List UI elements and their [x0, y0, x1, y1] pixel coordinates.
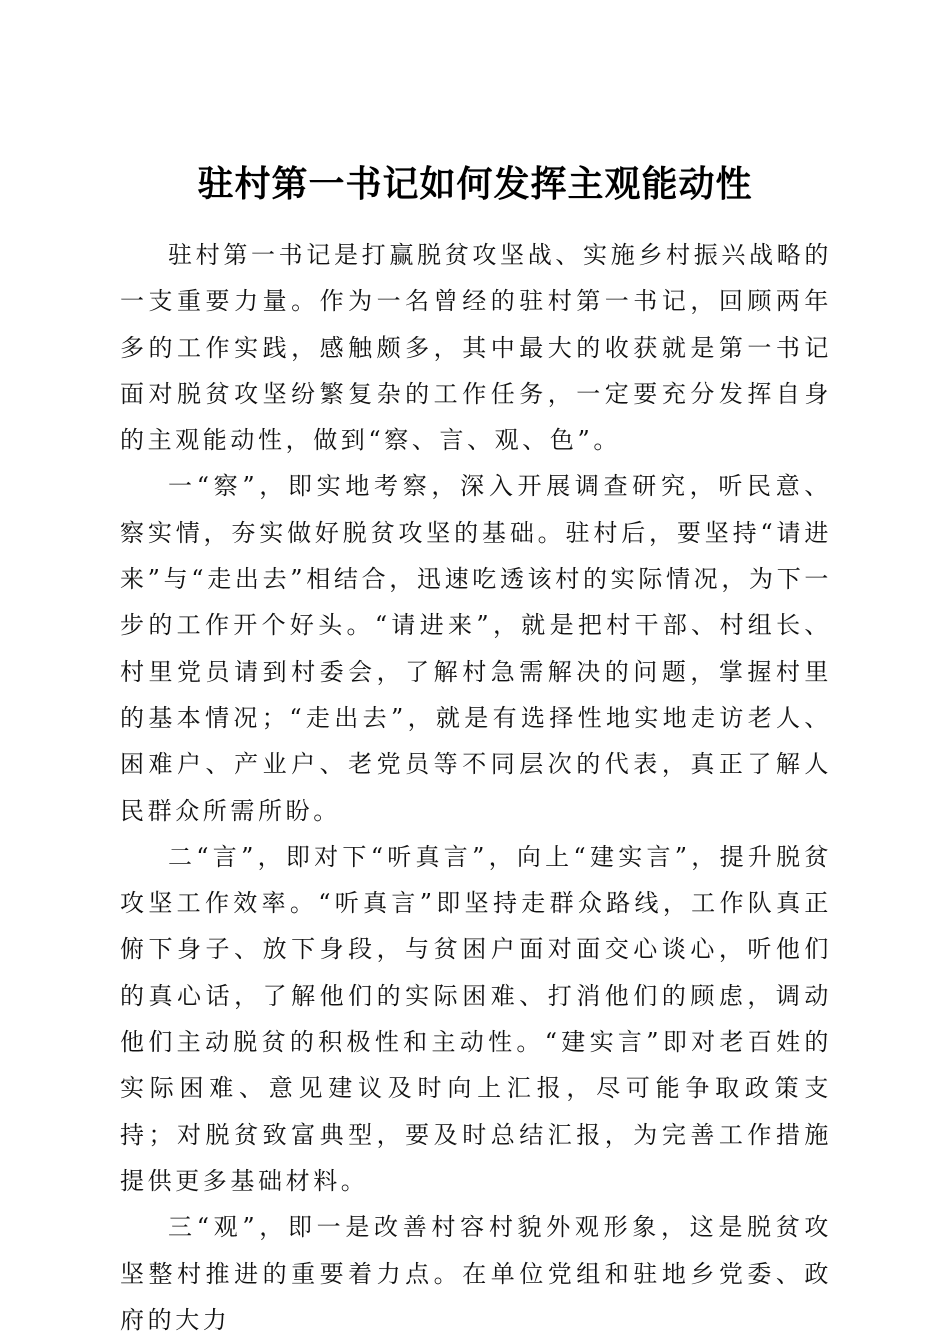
paragraph-cha: 一“察”，即实地考察，深入开展调查研究，听民意、察实情，夯实做好脱贫攻坚的基础。驻村后，要坚持“请进来”与“走出去”相结合，迅速吃透该村的实际情况，为下一步的工作开个好头。“请进来”，就是把村干部、村组长、村里党员请到村委会，了解村急需解决的问题，掌握村里的基本情况；“走出去”，就是有选择性地实地走访老人、困难户、产业户、老党员等不同层次的代表，真正了解人民群众所需所盼。: [120, 472, 832, 825]
document-title: 驻村第一书记如何发挥主观能动性: [197, 163, 753, 206]
paragraph-yan: 二“言”，即对下“听真言”，向上“建实言”，提升脱贫攻坚工作效率。“听真言”即坚持走群众路线，工作队真正俯下身子、放下身段，与贫困户面对面交心谈心，听他们的真心话，了解他们的实际困难、打消他们的顾虑，调动他们主动脱贫的积极性和主动性。“建实言”即对老百姓的实际困难、意见建议及时向上汇报，尽可能争取政策支持；对脱贫致富典型，要及时总结汇报，为完善工作措施提供更多基础材料。: [120, 842, 832, 1195]
paragraph-intro: 驻村第一书记是打赢脱贫攻坚战、实施乡村振兴战略的一支重要力量。作为一名曾经的驻村第一书记，回顾两年多的工作实践，感触颇多，其中最大的收获就是第一书记面对脱贫攻坚纷繁复杂的工作任务，一定要充分发挥自身的主观能动性，做到“察、言、观、色”。: [120, 241, 832, 455]
document-body: [120, 232, 832, 1343]
paragraph-guan: 三“观”，即一是改善村容村貌外观形象，这是脱贫攻坚整村推进的重要着力点。在单位党组和驻地乡党委、政府的大力: [120, 1213, 832, 1334]
